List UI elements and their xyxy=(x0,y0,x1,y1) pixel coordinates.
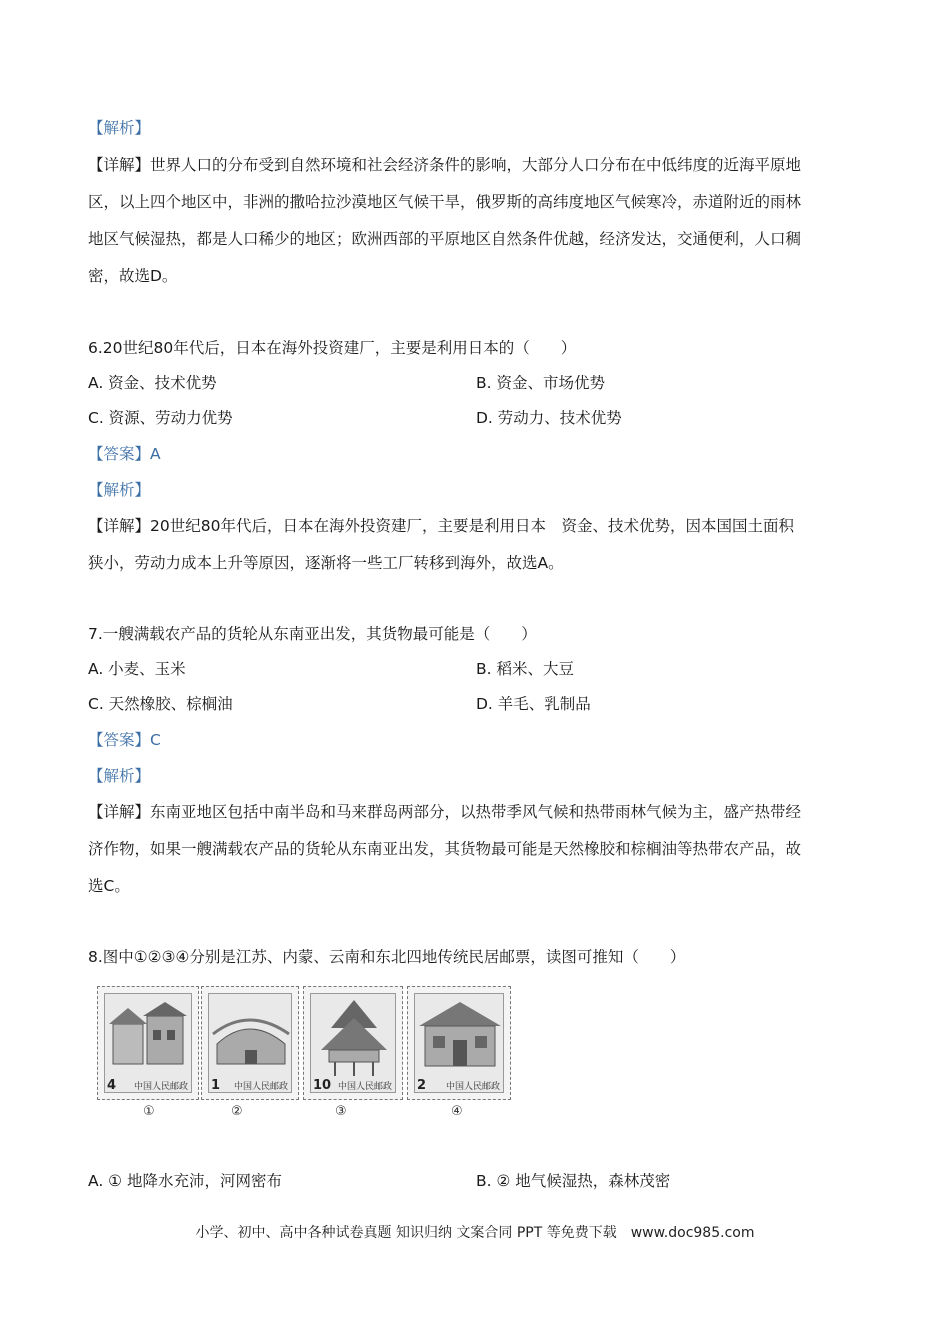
question-6: 6.20世纪80年代后，日本在海外投资建厂，主要是利用日本的（ ） xyxy=(88,339,577,357)
stamp-jiangsu: 4 中国人民邮政 xyxy=(97,986,199,1100)
option-d: D. 劳动力、技术优势 xyxy=(476,409,622,427)
detail-line: 【详解】20世纪80年代后，日本在海外投资建厂，主要是利用日本 资金、技术优势，因本国国土面积 xyxy=(88,517,794,535)
stamp-figure xyxy=(97,980,513,1122)
question-7: 7.一艘满载农产品的货轮从东南亚出发，其货物最可能是（ ） xyxy=(88,625,537,643)
stamp-label: ③ xyxy=(335,1104,347,1119)
detail-line: 选C。 xyxy=(88,877,130,895)
option-c: C. 天然橡胶、棕榈油 xyxy=(88,695,233,713)
stamp-neimeng: 1 中国人民邮政 xyxy=(201,986,299,1100)
stamp-illustration xyxy=(208,993,292,1093)
detail-line: 狭小，劳动力成本上升等原因，逐渐将一些工厂转移到海外，故选A。 xyxy=(88,554,564,572)
answer: 【答案】C xyxy=(88,731,161,749)
option-b: B. ② 地气候湿热，森林茂密 xyxy=(476,1172,671,1190)
analysis-tag: 【解析】 xyxy=(88,119,151,137)
detail-line: 密，故选D。 xyxy=(88,267,178,285)
stamp-illustration xyxy=(104,993,192,1093)
question-8: 8.图中①②③④分别是江苏、内蒙、云南和东北四地传统民居邮票，读图可推知（ ） xyxy=(88,948,686,966)
option-b: B. 资金、市场优势 xyxy=(476,374,605,392)
option-a: A. 资金、技术优势 xyxy=(88,374,217,392)
page-footer: 小学、初中、高中各种试卷真题 知识归纳 文案合同 PPT 等免费下载 www.doc985.com xyxy=(195,1225,755,1241)
option-a: A. ① 地降水充沛，河网密布 xyxy=(88,1172,283,1190)
analysis-tag: 【解析】 xyxy=(88,481,151,499)
answer: 【答案】A xyxy=(88,445,161,463)
detail-line: 地区气候湿热，都是人口稀少的地区；欧洲西部的平原地区自然条件优越，经济发达，交通便利，人口稠 xyxy=(88,230,802,248)
detail-line: 区，以上四个地区中，非洲的撒哈拉沙漠地区气候干旱，俄罗斯的高纬度地区气候寒冷，赤道附近的雨林 xyxy=(88,193,802,211)
detail-line: 济作物，如果一艘满载农产品的货轮从东南亚出发，其货物最可能是天然橡胶和棕榈油等热带农产品，故 xyxy=(88,840,802,858)
detail-line: 【详解】东南亚地区包括中南半岛和马来群岛两部分，以热带季风气候和热带雨林气候为主，盛产热带经 xyxy=(88,803,802,821)
analysis-tag: 【解析】 xyxy=(88,767,151,785)
option-c: C. 资源、劳动力优势 xyxy=(88,409,233,427)
option-d: D. 羊毛、乳制品 xyxy=(476,695,591,713)
option-a: A. 小麦、玉米 xyxy=(88,660,186,678)
stamp-label: ② xyxy=(231,1104,243,1119)
option-b: B. 稻米、大豆 xyxy=(476,660,574,678)
stamp-label: ① xyxy=(143,1104,155,1119)
stamp-dongbei: 2 中国人民邮政 xyxy=(407,986,511,1100)
detail-line: 【详解】世界人口的分布受到自然环境和社会经济条件的影响，大部分人口分布在中低纬度的近海平原地 xyxy=(88,156,802,174)
stamp-yunnan: 10 中国人民邮政 xyxy=(303,986,403,1100)
stamp-label: ④ xyxy=(451,1104,463,1119)
stamp-illustration xyxy=(414,993,504,1093)
